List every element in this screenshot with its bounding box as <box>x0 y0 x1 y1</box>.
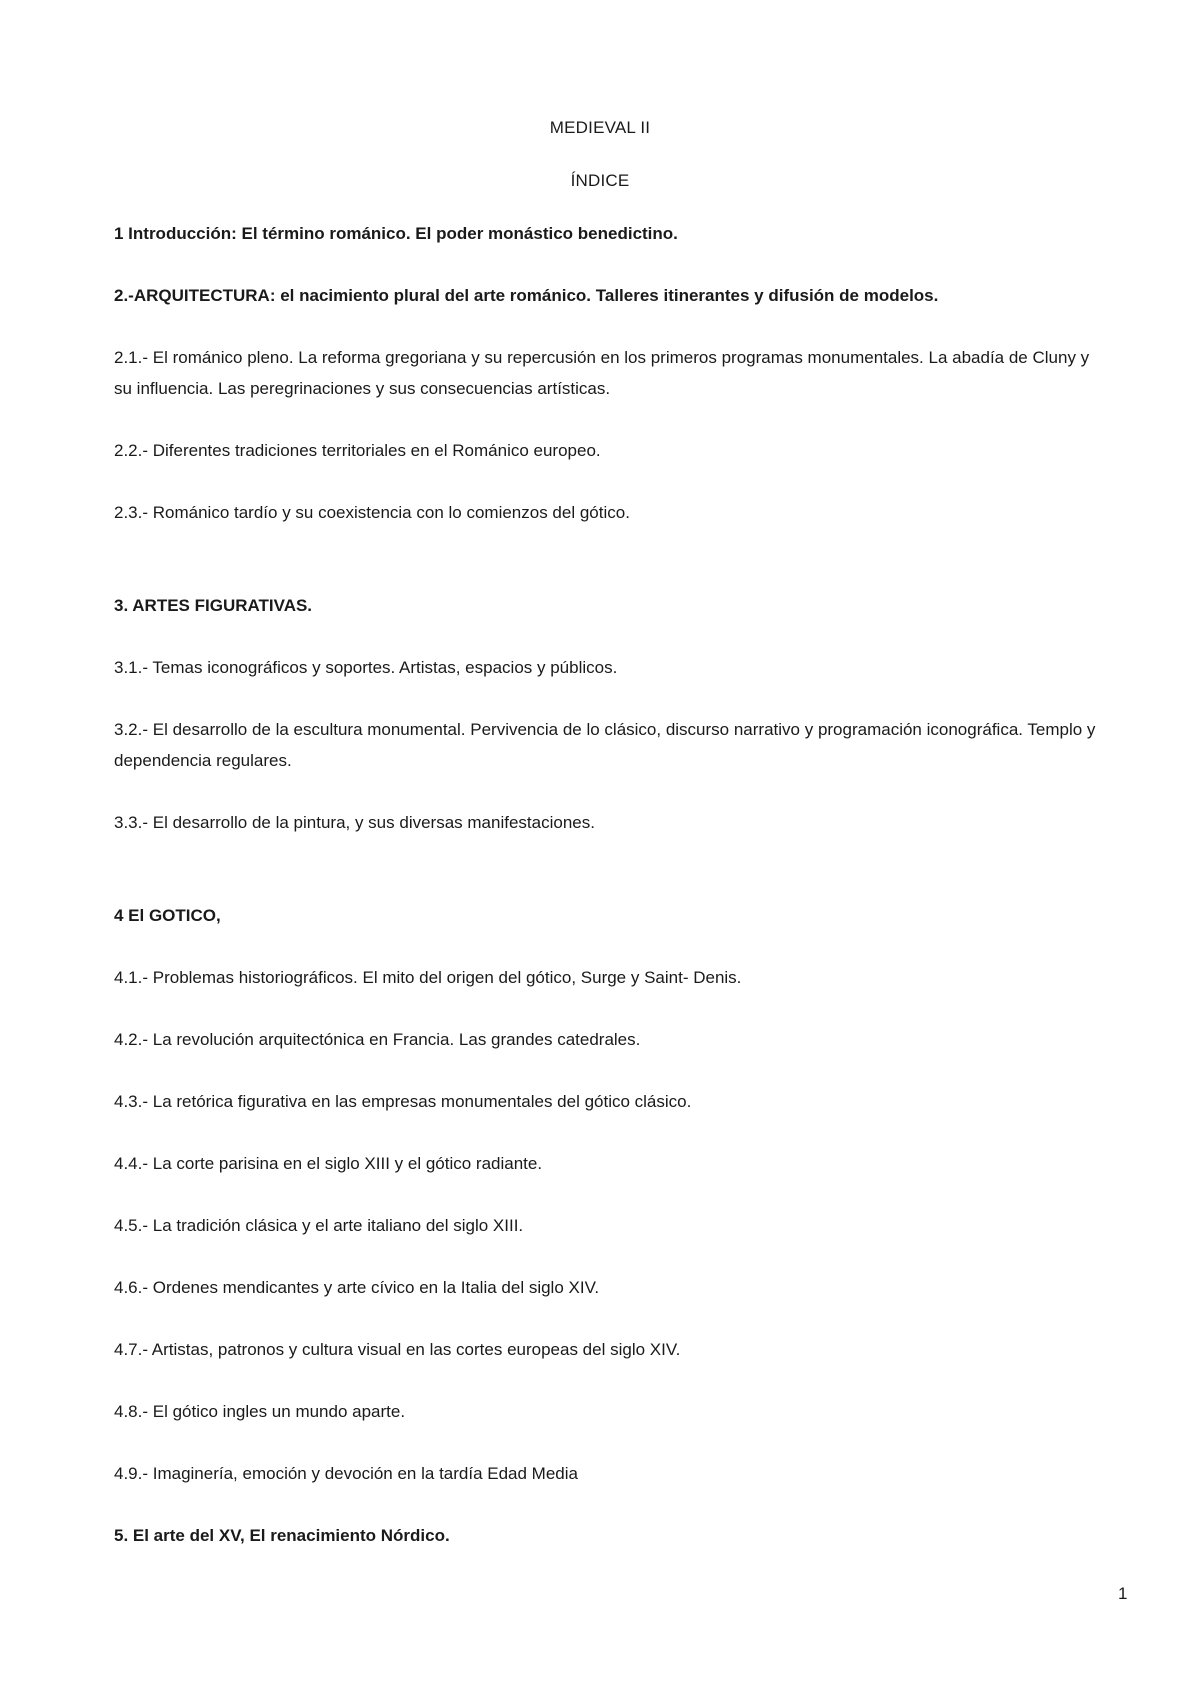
index-entry: 4.4.- La corte parisina en el siglo XIII y el gótico radiante. <box>114 1154 543 1173</box>
document-title: MEDIEVAL II <box>549 118 651 137</box>
index-section-heading: 1 Introducción: El término románico. El poder monástico benedictino. <box>114 224 678 243</box>
index-entry: 3.3.- El desarrollo de la pintura, y sus diversas manifestaciones. <box>114 813 595 832</box>
index-entry: 3.1.- Temas iconográficos y soportes. Artistas, espacios y públicos. <box>114 658 618 677</box>
index-entry: 4.5.- La tradición clásica y el arte italiano del siglo XIII. <box>114 1216 524 1235</box>
index-section-heading: 2.-ARQUITECTURA: el nacimiento plural del arte románico. Talleres itinerantes y difusión de modelos. <box>114 286 939 305</box>
index-entry: 4.6.- Ordenes mendicantes y arte cívico en la Italia del siglo XIV. <box>114 1278 600 1297</box>
index-entry: 4.9.- Imaginería, emoción y devoción en la tardía Edad Media <box>114 1464 578 1483</box>
index-section-heading: 4 El GOTICO, <box>114 906 221 925</box>
index-entry: 4.8.- El gótico ingles un mundo aparte. <box>114 1402 406 1421</box>
index-entry: 4.3.- La retórica figurativa en las empresas monumentales del gótico clásico. <box>114 1092 692 1111</box>
index-heading: ÍNDICE <box>570 171 630 190</box>
index-entry: 4.1.- Problemas historiográficos. El mito del origen del gótico, Surge y Saint- Denis. <box>114 968 742 987</box>
index-section-heading: 5. El arte del XV, El renacimiento Nórdico. <box>114 1526 450 1545</box>
index-entry: 2.1.- El románico pleno. La reforma gregoriana y su repercusión en los primeros programas monumentales. La abadía de Cluny y su influencia. Las peregrinaciones y sus consecuencias artísticas. <box>114 348 1090 398</box>
index-section-heading: 3. ARTES FIGURATIVAS. <box>114 596 313 615</box>
index-entry: 2.3.- Románico tardío y su coexistencia con lo comienzos del gótico. <box>114 503 630 522</box>
index-entry: 4.2.- La revolución arquitectónica en Francia. Las grandes catedrales. <box>114 1030 641 1049</box>
index-list <box>114 218 1104 1551</box>
index-entry: 2.2.- Diferentes tradiciones territoriales en el Románico europeo. <box>114 441 601 460</box>
index-entry: 4.7.- Artistas, patronos y cultura visual en las cortes europeas del siglo XIV. <box>114 1340 681 1359</box>
page-number: 1 <box>1118 1584 1128 1603</box>
index-entry: 3.2.- El desarrollo de la escultura monumental. Pervivencia de lo clásico, discurso narrativo y programación iconográfica. Templo y dependencia regulares. <box>114 720 1096 770</box>
